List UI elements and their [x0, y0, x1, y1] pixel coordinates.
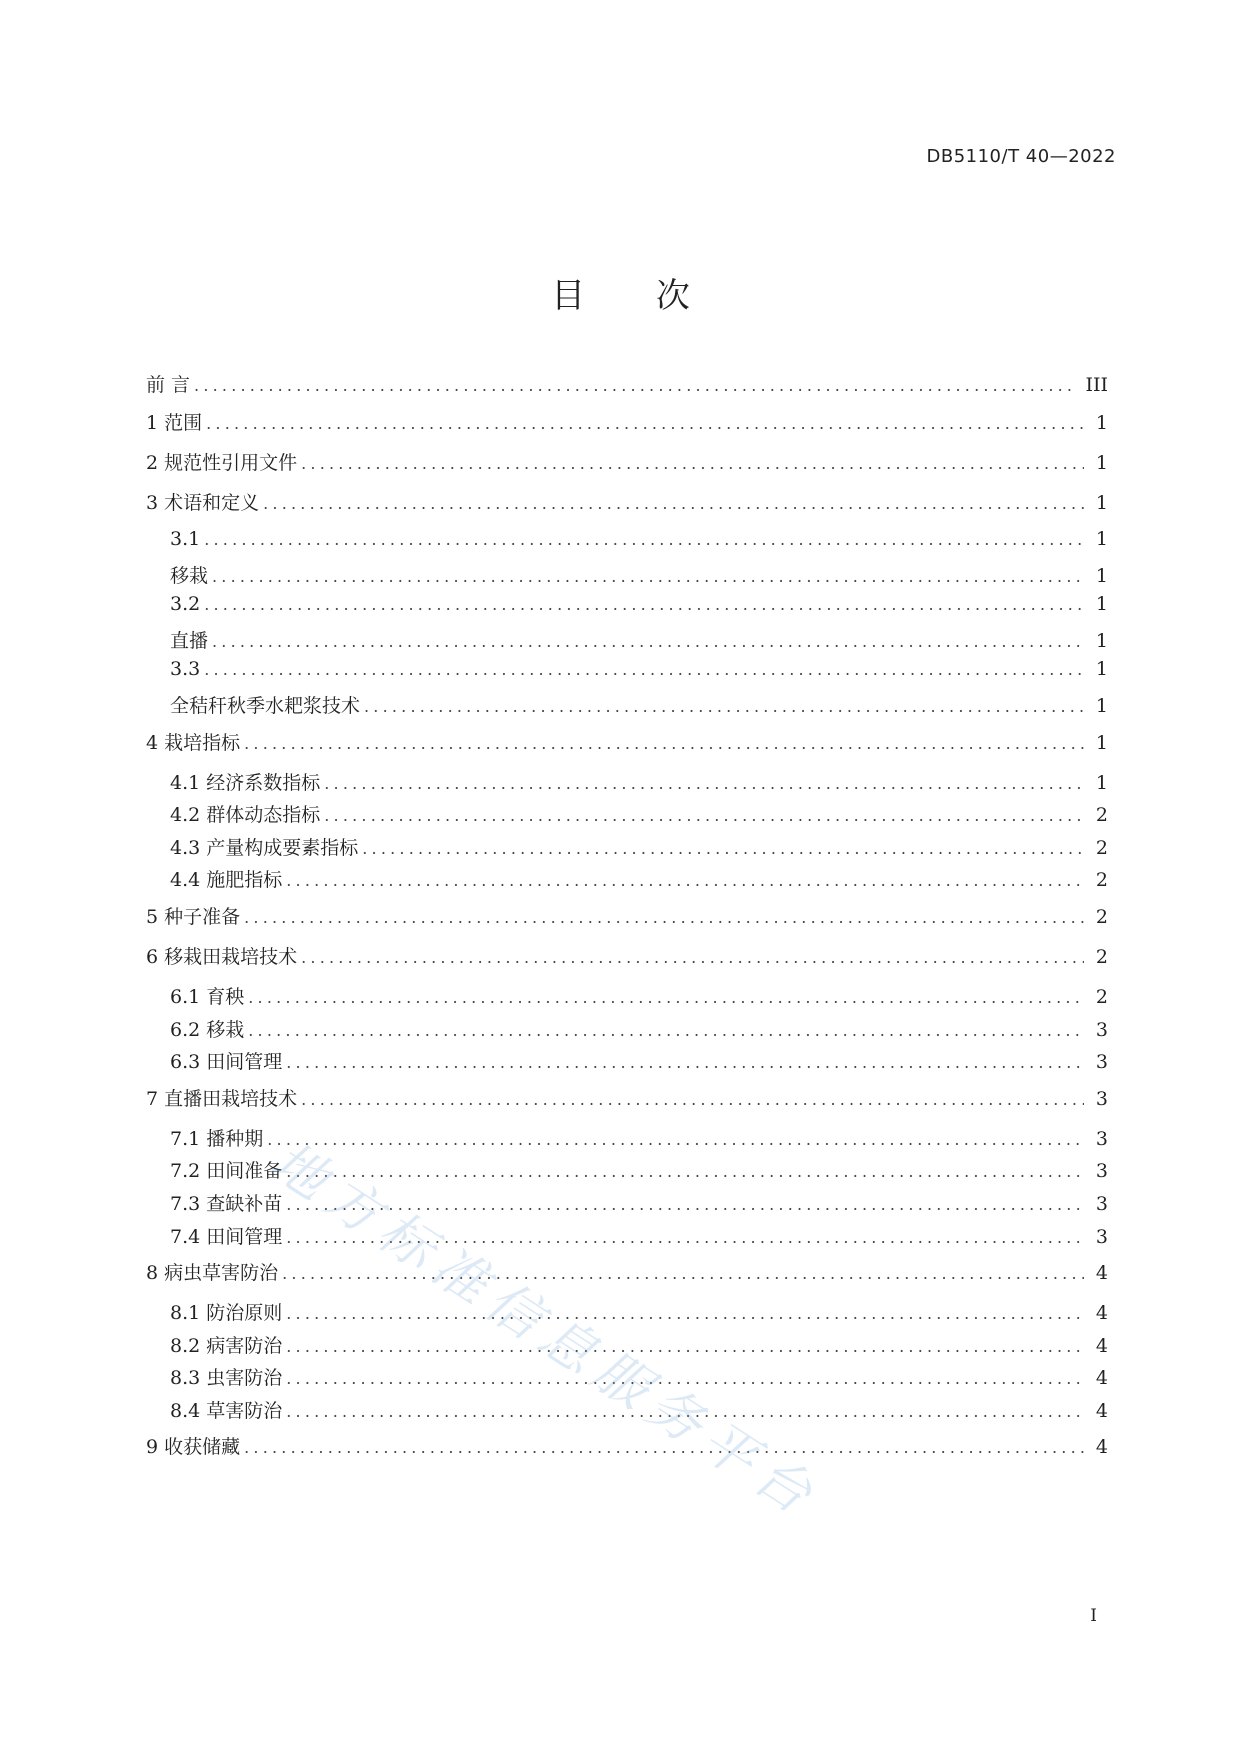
toc-dot-leader — [286, 1369, 1084, 1388]
toc-entry-label: 移栽 — [170, 564, 209, 587]
toc-entry-label: 4.1 经济系数指标 — [170, 771, 321, 794]
toc-entry-label: 全秸秆秋季水耙浆技术 — [170, 694, 361, 717]
toc-entry[interactable] — [146, 370, 1108, 408]
toc-entry[interactable] — [146, 561, 1108, 594]
toc-entry-label: 4.3 产量构成要素指标 — [170, 836, 359, 859]
toc-entry-label: 8.2 病害防治 — [170, 1334, 283, 1357]
toc-entry-page: 4 — [1095, 1367, 1108, 1390]
toc-entry[interactable] — [146, 528, 1108, 561]
toc-entry-label: 3 术语和定义 — [146, 492, 260, 514]
toc-entry-page: 3 — [1095, 1018, 1108, 1041]
toc-entry-label: 7.3 查缺补苗 — [170, 1192, 283, 1215]
toc-entry-page: 1 — [1095, 412, 1108, 434]
toc-dot-leader — [204, 595, 1084, 614]
toc-dot-leader — [263, 494, 1084, 513]
toc-entry[interactable] — [146, 691, 1108, 724]
toc-dot-leader — [286, 1228, 1084, 1247]
toc-entry-page: 2 — [1095, 804, 1108, 827]
toc-entry-page: 4 — [1095, 1262, 1108, 1285]
toc-entry[interactable] — [146, 1432, 1108, 1472]
toc-entry-page: 1 — [1095, 694, 1108, 717]
toc-entry[interactable] — [146, 728, 1108, 768]
toc-entry-page: 1 — [1095, 629, 1108, 652]
toc-entry-page: 2 — [1095, 905, 1108, 928]
toc-entry-page: 1 — [1095, 528, 1108, 550]
toc-entry-page: 3 — [1095, 1127, 1108, 1150]
toc-entry-label: 4.2 群体动态指标 — [170, 804, 321, 827]
toc-dot-leader — [204, 660, 1084, 679]
toc-entry-page: 4 — [1095, 1302, 1108, 1325]
toc-entry[interactable] — [146, 1015, 1108, 1048]
toc-dot-leader — [212, 567, 1084, 586]
toc-entry-label: 6.2 移栽 — [170, 1018, 245, 1041]
toc-entry-label: 6 移栽田栽培技术 — [146, 945, 298, 968]
toc-dot-leader — [204, 530, 1084, 549]
toc-entry-page: 1 — [1095, 593, 1108, 616]
toc-entry[interactable] — [146, 626, 1108, 659]
toc-entry[interactable] — [146, 982, 1108, 1015]
toc-entry-page: 4 — [1095, 1436, 1108, 1459]
toc-entry[interactable] — [146, 865, 1108, 898]
toc-dot-leader — [212, 632, 1084, 651]
toc-entry-page: 2 — [1095, 985, 1108, 1008]
watermark: 地方标准信息服务平台 — [259, 1129, 831, 1531]
toc-dot-leader — [286, 1402, 1084, 1421]
toc-dot-leader — [194, 376, 1077, 395]
toc-dot-leader — [282, 1264, 1084, 1283]
toc-entry-label: 3.1 — [170, 528, 201, 550]
toc-entry-label: 9 收获储藏 — [146, 1436, 241, 1459]
toc-entry[interactable] — [146, 1258, 1108, 1298]
toc-entry-page: 3 — [1095, 1160, 1108, 1183]
toc-dot-leader — [286, 1195, 1084, 1214]
toc-dot-leader — [286, 1162, 1084, 1181]
toc-entry-page: III — [1085, 374, 1108, 396]
toc-dot-leader — [301, 454, 1084, 473]
toc-dot-leader — [364, 697, 1084, 716]
toc-entry-page: 4 — [1095, 1399, 1108, 1422]
toc-entry-label: 3.3 — [170, 658, 201, 681]
toc-entry[interactable] — [146, 1396, 1108, 1429]
table-of-contents — [146, 370, 1108, 1472]
toc-entry-label: 8.3 虫害防治 — [170, 1367, 283, 1390]
toc-entry-label: 1 范围 — [146, 412, 203, 434]
toc-entry[interactable] — [146, 488, 1108, 528]
toc-entry[interactable] — [146, 768, 1108, 801]
toc-entry[interactable] — [146, 448, 1108, 488]
toc-entry-label: 4.4 施肥指标 — [170, 869, 283, 892]
toc-entry[interactable] — [146, 593, 1108, 626]
toc-entry-label: 6.3 田间管理 — [170, 1051, 283, 1074]
toc-entry-label: 8.1 防治原则 — [170, 1302, 283, 1325]
toc-dot-leader — [301, 1090, 1084, 1109]
toc-entry-label: 7 直播田栽培技术 — [146, 1087, 298, 1110]
toc-entry-page: 3 — [1095, 1087, 1108, 1110]
toc-entry-label: 2 规范性引用文件 — [146, 452, 298, 474]
toc-dot-leader — [286, 871, 1084, 890]
toc-entry-label: 3.2 — [170, 593, 201, 616]
toc-entry-page: 2 — [1095, 869, 1108, 892]
toc-entry[interactable] — [146, 1331, 1108, 1364]
toc-entry[interactable] — [146, 1298, 1108, 1331]
toc-entry-label: 7.2 田间准备 — [170, 1160, 283, 1183]
toc-dot-leader — [286, 1304, 1084, 1323]
toc-entry-page: 1 — [1095, 771, 1108, 794]
toc-entry-page: 3 — [1095, 1192, 1108, 1215]
toc-entry-page: 2 — [1095, 945, 1108, 968]
toc-dot-leader — [267, 1130, 1084, 1149]
toc-entry-page: 3 — [1095, 1225, 1108, 1248]
toc-entry[interactable] — [146, 1084, 1108, 1124]
toc-entry-label: 4 栽培指标 — [146, 731, 241, 754]
toc-entry[interactable] — [146, 1124, 1108, 1157]
toc-dot-leader — [244, 1438, 1084, 1457]
toc-dot-leader — [248, 988, 1084, 1007]
toc-entry-page: 1 — [1095, 731, 1108, 754]
toc-entry[interactable] — [146, 408, 1108, 448]
toc-dot-leader — [362, 839, 1084, 858]
document-code: DB5110/T 40—2022 — [926, 146, 1116, 167]
toc-dot-leader — [206, 414, 1084, 433]
toc-entry[interactable] — [146, 1047, 1108, 1080]
toc-dot-leader — [244, 908, 1084, 927]
toc-entry[interactable] — [146, 902, 1108, 942]
toc-title: 目 次 — [551, 276, 720, 316]
toc-entry-label: 7.1 播种期 — [170, 1127, 264, 1150]
toc-entry[interactable] — [146, 942, 1108, 982]
toc-dot-leader — [301, 948, 1084, 967]
toc-entry-page: 1 — [1095, 658, 1108, 681]
toc-entry-page: 1 — [1095, 452, 1108, 474]
toc-dot-leader — [286, 1053, 1084, 1072]
toc-entry[interactable] — [146, 1189, 1108, 1222]
toc-entry-page: 4 — [1095, 1334, 1108, 1357]
toc-entry[interactable] — [146, 800, 1108, 833]
toc-dot-leader — [286, 1337, 1084, 1356]
toc-entry[interactable] — [146, 658, 1108, 691]
toc-entry[interactable] — [146, 1222, 1108, 1255]
toc-entry[interactable] — [146, 833, 1108, 866]
toc-entry-page: 1 — [1095, 564, 1108, 587]
toc-entry-label: 7.4 田间管理 — [170, 1225, 283, 1248]
toc-entry-label: 前 言 — [146, 374, 191, 396]
toc-dot-leader — [324, 774, 1084, 793]
toc-entry-label: 8 病虫草害防治 — [146, 1262, 279, 1285]
toc-entry[interactable] — [146, 1363, 1108, 1396]
toc-entry-page: 2 — [1095, 836, 1108, 859]
toc-dot-leader — [248, 1021, 1084, 1040]
toc-dot-leader — [244, 734, 1084, 753]
toc-entry[interactable] — [146, 1156, 1108, 1189]
footer-page-number: I — [1090, 1606, 1097, 1626]
toc-dot-leader — [324, 806, 1084, 825]
toc-entry-page: 3 — [1095, 1051, 1108, 1074]
toc-entry-label: 直播 — [170, 629, 209, 652]
toc-entry-label: 8.4 草害防治 — [170, 1399, 283, 1422]
toc-entry-page: 1 — [1095, 492, 1108, 514]
toc-entry-label: 6.1 育秧 — [170, 985, 245, 1008]
toc-entry-label: 5 种子准备 — [146, 905, 241, 928]
